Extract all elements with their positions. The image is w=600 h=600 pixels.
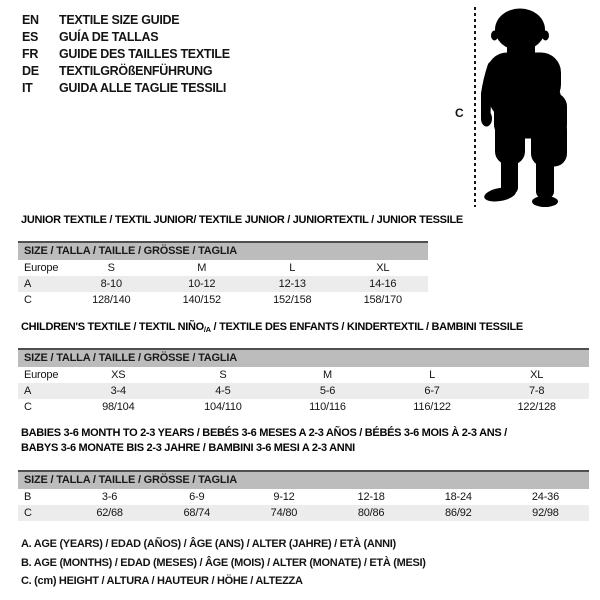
lang-code: EN: [22, 13, 39, 27]
table-cell: C: [24, 401, 32, 413]
title-subscript: /A: [203, 325, 211, 334]
lang-row-es: [22, 29, 230, 46]
note-age-months: B. AGE (MONTHS) / EDAD (MESES) / ÂGE (MOIS) / ALTER (MONATE) / ETÀ (MESI): [21, 556, 426, 569]
table-cell: 104/110: [204, 401, 242, 413]
lang-code: FR: [22, 47, 39, 61]
size-header-row: SIZE / TALLA / TAILLE / GRÖSSE / TAGLIA: [18, 472, 589, 489]
height-measure-label: C: [455, 106, 464, 120]
lang-code: ES: [22, 30, 39, 44]
table-cell: A: [24, 385, 32, 397]
table-cell: 98/104: [102, 401, 135, 413]
table-cell: 86/92: [445, 507, 472, 519]
children-size-table: [18, 348, 589, 415]
table-cell: S: [107, 262, 115, 274]
table-row-europe: [18, 260, 428, 276]
lang-title: TEXTILE SIZE GUIDE: [59, 13, 180, 27]
lang-row-it: [22, 80, 230, 97]
junior-table-title: JUNIOR TEXTILE / TEXTIL JUNIOR/ TEXTILE JUNIOR / JUNIORTEXTIL / JUNIOR TESSILE: [21, 214, 463, 226]
lang-row-en: [22, 12, 230, 29]
table-cell: 9-12: [273, 491, 295, 503]
table-cell: 128/140: [92, 294, 131, 306]
table-cell: M: [197, 262, 207, 274]
table-row-height: [18, 505, 589, 521]
table-cell: 14-16: [369, 278, 397, 290]
lang-code: DE: [22, 64, 39, 78]
table-cell: 12-18: [357, 491, 385, 503]
table-cell: 140/152: [182, 294, 221, 306]
table-cell: 18-24: [444, 491, 472, 503]
table-cell: B: [24, 491, 32, 503]
note-age-years: A. AGE (YEARS) / EDAD (AÑOS) / ÂGE (ANS) / ALTER (JAHRE) / ETÀ (ANNI): [21, 538, 396, 550]
table-cell: Europe: [24, 369, 59, 381]
lang-row-fr: [22, 46, 230, 63]
table-cell: 152/158: [273, 294, 312, 306]
table-cell: 24-36: [531, 491, 560, 503]
babies-table-title: [21, 426, 596, 456]
language-title-list: [22, 12, 230, 97]
table-cell: 10-12: [188, 278, 216, 290]
table-cell: 116/122: [413, 401, 451, 413]
table-cell: 74/80: [270, 507, 298, 519]
table-cell: 68/74: [183, 507, 211, 519]
table-cell: 3-4: [110, 385, 126, 397]
table-row-europe: [18, 367, 589, 383]
table-cell: S: [219, 369, 227, 381]
table-cell: C: [24, 294, 32, 306]
table-cell: 12-13: [278, 278, 306, 290]
table-cell: 122/128: [517, 401, 556, 413]
children-table-title: [21, 321, 523, 334]
lang-code: IT: [22, 81, 33, 95]
table-cell: C: [24, 507, 32, 519]
title-line-2: BABYS 3-6 MONATE BIS 2-3 JAHRE / BAMBINI 3-6 MESI A 2-3 ANNI: [21, 442, 355, 454]
legend-notes: [21, 535, 426, 591]
lang-row-de: [22, 63, 230, 80]
table-cell: 4-5: [215, 385, 231, 397]
size-header-row: SIZE / TALLA / TAILLE / GRÖSSE / TAGLIA: [18, 243, 428, 260]
table-cell: XL: [376, 262, 390, 274]
table-cell: L: [289, 262, 296, 274]
table-row-height: [18, 399, 589, 415]
table-cell: 5-6: [319, 385, 336, 397]
table-row-age: [18, 383, 589, 399]
table-cell: A: [24, 278, 32, 290]
table-cell: XS: [111, 369, 126, 381]
table-cell: 6-7: [424, 385, 440, 397]
table-row-height: [18, 292, 428, 308]
babies-size-table: [18, 470, 589, 521]
table-cell: L: [429, 369, 436, 381]
title-line-1: BABIES 3-6 MONTH TO 2-3 YEARS / BEBÉS 3-6 MESES A 2-3 AÑOS / BÉBÉS 3-6 MOIS À 2-3 ANS /: [21, 427, 507, 439]
baby-silhouette-icon: [481, 6, 575, 209]
note-height-cm: C. (cm) HEIGHT / ALTURA / HAUTEUR / HÖHE / ALTEZZA: [21, 575, 303, 587]
table-cell: 62/68: [96, 507, 123, 519]
lang-title: GUIDA ALLE TAGLIE TESSILI: [59, 81, 227, 95]
table-cell: 110/116: [309, 401, 346, 413]
title-text: / TEXTILE DES ENFANTS / KINDERTEXTIL / BAMBINI TESSILE: [210, 321, 523, 333]
table-cell: 158/170: [363, 294, 402, 306]
table-row-age-months: [18, 489, 589, 505]
table-cell: 3-6: [101, 491, 118, 503]
table-cell: 80/86: [357, 507, 385, 519]
lang-title: GUÍA DE TALLAS: [59, 30, 159, 44]
table-cell: 8-10: [100, 278, 122, 290]
height-measure-dotted-line: [474, 7, 476, 207]
title-text: CHILDREN'S TEXTILE / TEXTIL NIÑO: [21, 321, 204, 333]
table-cell: Europe: [24, 262, 59, 274]
table-row-age: [18, 276, 428, 292]
table-cell: 7-8: [529, 385, 545, 397]
table-cell: 92/98: [532, 507, 559, 519]
table-cell: M: [323, 369, 332, 381]
lang-title: GUIDE DES TAILLES TEXTILE: [59, 47, 230, 61]
size-header-row: SIZE / TALLA / TAILLE / GRÖSSE / TAGLIA: [18, 350, 589, 367]
junior-size-table: [18, 241, 428, 308]
table-cell: XL: [530, 369, 544, 381]
table-cell: 6-9: [189, 491, 205, 503]
lang-title: TEXTILGRÖßENFÜHRUNG: [59, 64, 213, 78]
